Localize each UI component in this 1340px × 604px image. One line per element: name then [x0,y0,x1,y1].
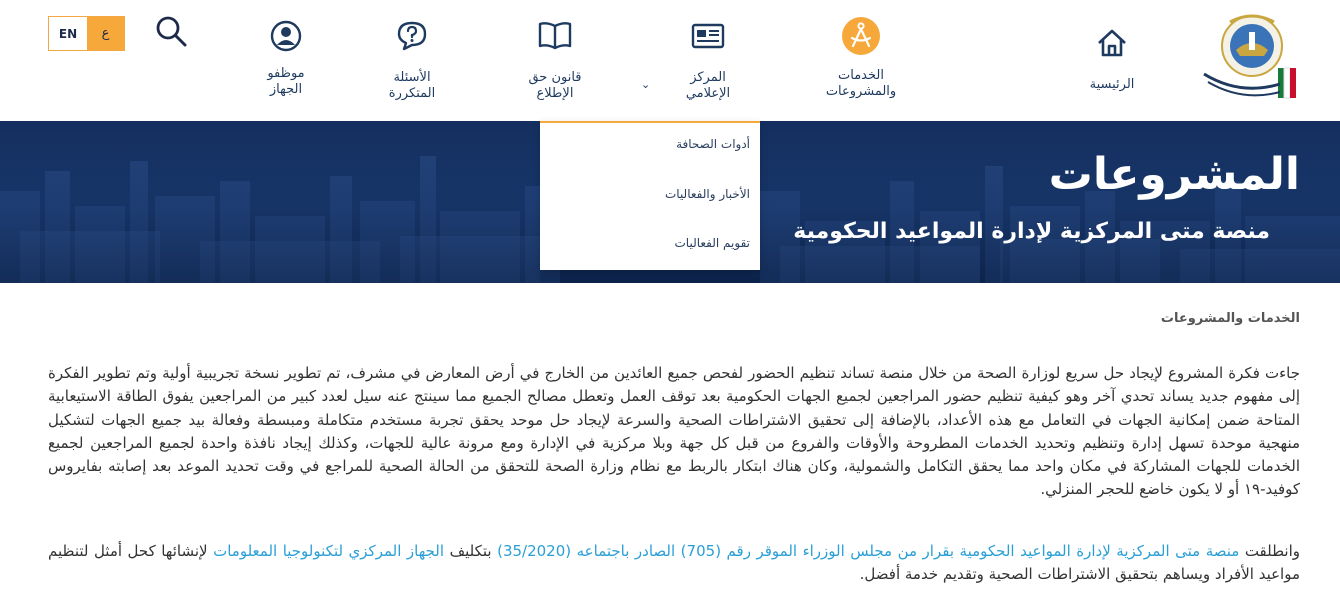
lang-en-button[interactable]: EN [49,17,87,50]
nav-employees-label: موظفو الجهاز [267,66,305,97]
search-icon [154,14,190,50]
nav-access-law[interactable] [515,0,595,121]
nav-home[interactable] [1076,0,1148,121]
home-icon [1095,26,1129,60]
nav-media-chevron-down-icon[interactable]: ⌄ [641,78,651,91]
link-matta-platform[interactable]: منصة متى المركزية لإدارة المواعيد الحكومية [959,542,1240,560]
dropdown-item-press-tools[interactable]: أدوات الصحافة [676,137,750,151]
dropdown-item-news-events[interactable]: الأخبار والفعاليات [664,187,750,201]
link-cabinet-decision[interactable]: بقرار من مجلس الوزراء الموقر رقم (705) الصادر باجتماعه (35/2020) [497,542,955,560]
project-launch-paragraph [48,540,1300,600]
user-icon [270,20,302,52]
page-subtitle: منصة متى المركزية لإدارة المواعيد الحكومية [793,219,1270,244]
page-title: المشروعات [1048,149,1300,200]
nav-faq[interactable] [372,0,452,121]
language-switcher [48,16,125,51]
nav-services[interactable] [816,0,906,121]
site-header [0,0,1340,121]
nav-services-label: الخدمات والمشروعات [825,68,897,99]
compass-icon [841,16,881,56]
agency-logo[interactable] [1200,10,1304,110]
launch-text-intro: وانطلقت [1239,542,1300,560]
nav-employees[interactable] [248,0,324,121]
nav-access-law-label: قانون حق الإطلاع [528,70,582,101]
book-icon [537,20,573,50]
newspaper-icon [691,22,725,50]
faq-icon [396,20,428,52]
dropdown-item-events-calendar[interactable]: تقويم الفعاليات [674,236,750,250]
project-description: جاءت فكرة المشروع لإيجاد حل سريع لوزارة الصحة من خلال منصة تساند تنظيم الحضور لفحص جميع العائدين من الخارج في أرض المعارض في مشرف، تم تطوير نسخة تجريبية أولية وتم تطوير الفكرة إلى مفهوم جديد يساند تحدي آخر وهو كيفية تنظيم حضور المراجعين لجميع الجهات الحكومية بعد توقف العمل وتعطل مصالح الجميع مما سينتج عنه سيل لعدد كبير من المراجعين يفوق الطاقة الاستيعابية المتاحة ضمن إمكانية الجهات في التعامل مع هذه الأعداد، بالإضافة إلى تحقيق الاشتراطات الصحية والسرعة لإيجاد حل موحد يحقق تجربة مستخدم متكاملة ومبسطة وفعالة بيد جميع الجهات لتشكيل منهجية موحدة تسهل إدارة وتنظيم وتحديد الخدمات المطروحة والأوقات والفروع من قبل كل جهة وبلا مركزية في الإدارة ومع مرونة عالية للجهات، وكذلك إيجاد نافذة واحدة لجميع المراجعين لجميع الخدمات للجهات المشاركة في مكان واحد مما يحقق التكامل والشمولية، وكان هناك ابتكار بالربط مع نظام وزارة الصحة للتحقق من الحالة الصحية للمراجع في وقت تحديد الموعد بعد إصابته بفايروس كوفيد-١٩ أو لا يكون خاضع للحجر المنزلي. [48,364,1300,499]
link-cait-agency[interactable]: الجهاز المركزي لتكنولوجيا المعلومات [213,542,445,560]
media-center-dropdown [540,121,760,270]
launch-text-end: لإنشائها كحل أمثل لتنظيم مواعيد الأفراد ويساهم بتحقيق الاشتراطات الصحية وتقديم خدمة أفضل. [48,542,1300,584]
nav-media-center-label: المركز الإعلامي [685,70,731,101]
breadcrumb[interactable]: الخدمات والمشروعات [1160,311,1300,326]
nav-home-label: الرئيسية [1089,77,1135,92]
lang-ar-button[interactable]: ع [87,17,124,50]
search-button[interactable] [154,14,190,50]
launch-text-assigning: بتكليف [444,542,498,560]
nav-faq-label: الأسئلة المتكررة [388,70,436,101]
nav-media-center[interactable] [668,0,748,121]
